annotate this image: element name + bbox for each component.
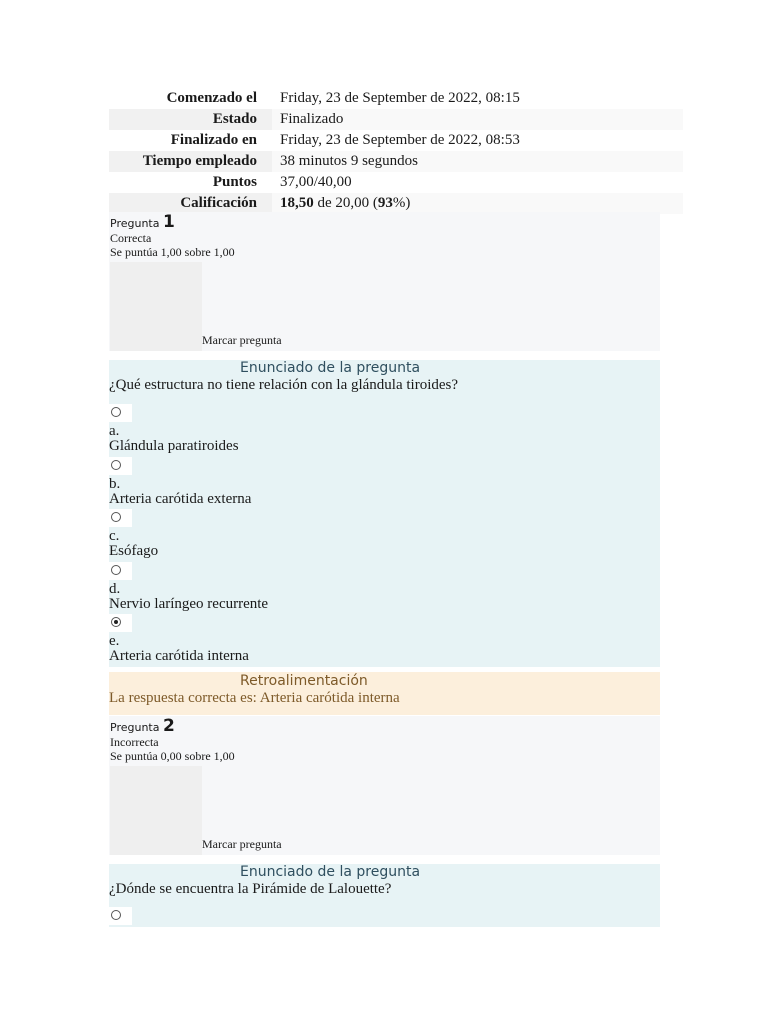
summary-label: Comenzado el bbox=[166, 90, 257, 106]
question-prefix: Pregunta bbox=[110, 217, 160, 230]
question-2-info bbox=[109, 716, 660, 855]
answer-option-a[interactable] bbox=[109, 907, 660, 927]
question-title bbox=[110, 212, 175, 232]
question-title bbox=[110, 716, 175, 736]
attempt-summary-table bbox=[109, 88, 683, 214]
answer-text: Nervio laríngeo recurrente bbox=[109, 595, 269, 612]
flag-icon-area bbox=[110, 262, 202, 351]
answer-text: Arteria carótida interna bbox=[109, 648, 249, 664]
radio-icon bbox=[111, 512, 121, 522]
flag-question-link[interactable]: Marcar pregunta bbox=[202, 837, 282, 851]
question-state: Correcta bbox=[110, 231, 152, 245]
summary-row-state bbox=[109, 109, 683, 130]
question-number: 1 bbox=[162, 212, 175, 232]
answer-text: Glándula paratiroides bbox=[109, 438, 239, 454]
grade-percent: 93 bbox=[377, 195, 393, 211]
answer-text: Arteria carótida externa bbox=[109, 490, 252, 507]
answer-letter: b. bbox=[109, 475, 121, 492]
summary-value: Friday, 23 de September de 2022, 08:15 bbox=[280, 90, 520, 106]
radio-icon bbox=[111, 910, 121, 920]
answer-option-d[interactable] bbox=[109, 562, 660, 615]
radio-button[interactable] bbox=[109, 457, 132, 475]
question-grade: Se puntúa 1,00 sobre 1,00 bbox=[110, 245, 235, 259]
summary-value: Finalizado bbox=[272, 109, 683, 130]
answer-letter: d. bbox=[109, 580, 121, 597]
radio-icon bbox=[111, 565, 121, 575]
question-text-heading: Enunciado de la pregunta bbox=[240, 360, 421, 376]
radio-button[interactable] bbox=[109, 509, 132, 527]
answer-text: Esófago bbox=[109, 543, 159, 559]
question-1-info bbox=[109, 212, 660, 351]
summary-label: Estado bbox=[109, 109, 272, 130]
question-state: Incorrecta bbox=[110, 735, 159, 749]
question-number: 2 bbox=[162, 716, 175, 736]
question-grade: Se puntúa 0,00 sobre 1,00 bbox=[110, 749, 235, 763]
radio-selected-icon bbox=[111, 617, 121, 627]
grade-score: 18,50 bbox=[280, 195, 314, 211]
summary-value: 37,00/40,00 bbox=[280, 174, 352, 190]
answer-option-c[interactable] bbox=[109, 509, 660, 562]
summary-row-time bbox=[109, 151, 683, 172]
answer-option-e[interactable] bbox=[109, 614, 660, 667]
question-1-feedback bbox=[109, 672, 660, 715]
question-2-content bbox=[109, 864, 660, 927]
summary-row-finished bbox=[109, 130, 683, 151]
grade-out-of: de 20,00 ( bbox=[317, 195, 378, 211]
answer-option-b[interactable] bbox=[109, 457, 660, 510]
summary-value: 38 minutos 9 segundos bbox=[272, 151, 683, 172]
feedback-text: La respuesta correcta es: Arteria carótida interna bbox=[109, 690, 400, 706]
summary-value bbox=[272, 193, 683, 214]
summary-label: Calificación bbox=[109, 193, 272, 214]
radio-icon bbox=[111, 407, 121, 417]
question-text-heading: Enunciado de la pregunta bbox=[240, 864, 421, 880]
summary-label: Finalizado en bbox=[170, 132, 257, 148]
flag-icon-area bbox=[110, 766, 202, 855]
flag-question-link[interactable]: Marcar pregunta bbox=[202, 333, 282, 347]
summary-row-points bbox=[109, 172, 683, 193]
question-prefix: Pregunta bbox=[110, 721, 160, 734]
summary-value: Friday, 23 de September de 2022, 08:53 bbox=[280, 132, 520, 148]
radio-button[interactable] bbox=[109, 404, 132, 422]
radio-icon bbox=[111, 460, 121, 470]
answer-letter: a. bbox=[109, 423, 120, 439]
summary-label: Puntos bbox=[212, 174, 257, 190]
summary-row-grade bbox=[109, 193, 683, 214]
radio-button[interactable] bbox=[109, 614, 132, 632]
summary-row-started bbox=[109, 88, 683, 109]
question-1-content bbox=[109, 360, 660, 667]
answer-option-a[interactable] bbox=[109, 404, 660, 457]
answer-letter: e. bbox=[109, 633, 120, 649]
question-text: ¿Qué estructura no tiene relación con la glándula tiroides? bbox=[109, 377, 459, 393]
summary-label: Tiempo empleado bbox=[109, 151, 272, 172]
question-text: ¿Dónde se encuentra la Pirámide de Lalouette? bbox=[109, 881, 392, 897]
radio-button[interactable] bbox=[109, 907, 132, 925]
feedback-heading: Retroalimentación bbox=[240, 673, 368, 689]
answer-letter: c. bbox=[109, 528, 120, 544]
grade-close: %) bbox=[392, 195, 411, 211]
radio-button[interactable] bbox=[109, 562, 132, 580]
